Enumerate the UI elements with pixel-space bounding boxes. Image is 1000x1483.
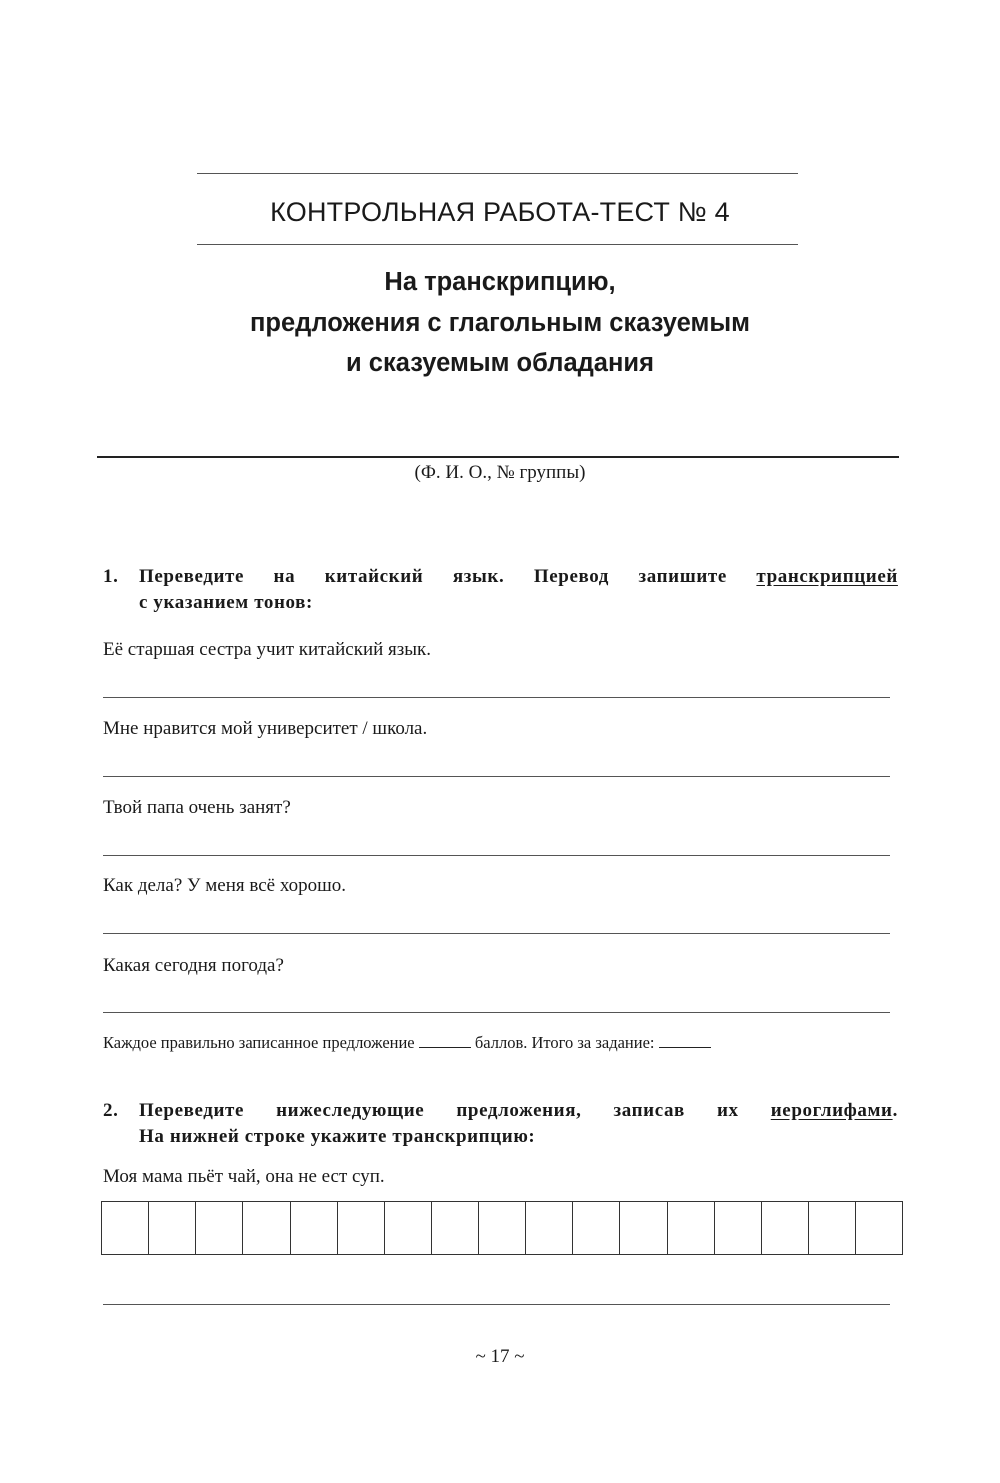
task1-scoring-text-1: Каждое правильно записанное предложение — [103, 1033, 415, 1052]
grid-cell[interactable] — [573, 1202, 620, 1254]
task1-sentence-3: Твой папа очень занят? — [103, 797, 291, 818]
header-top-rule — [197, 173, 798, 174]
task2-transcription-line[interactable] — [103, 1304, 890, 1305]
character-grid — [101, 1201, 903, 1255]
task1-sentence-2: Мне нравится мой университет / школа. — [103, 718, 428, 739]
task1-instruction-line2: с указанием тонов: — [139, 592, 313, 613]
test-title: КОНТРОЛЬНАЯ РАБОТА-ТЕСТ № 4 — [270, 197, 730, 227]
grid-cell[interactable] — [102, 1202, 149, 1254]
task1-sentence-1: Её старшая сестра учит китайский язык. — [103, 639, 432, 660]
grid-cell[interactable] — [762, 1202, 809, 1254]
grid-cell[interactable] — [809, 1202, 856, 1254]
grid-cell[interactable] — [856, 1202, 902, 1254]
task2-period: . — [892, 1100, 898, 1121]
header-bottom-rule — [197, 244, 798, 245]
grid-cell[interactable] — [479, 1202, 526, 1254]
student-name-line[interactable] — [97, 456, 899, 458]
task1-answer-line-4[interactable] — [103, 933, 890, 934]
task1-word: Перевод — [533, 566, 609, 587]
grid-cell[interactable] — [291, 1202, 338, 1254]
task1-number: 1. — [103, 566, 119, 587]
grid-cell[interactable] — [196, 1202, 243, 1254]
task-total-blank[interactable] — [659, 1033, 711, 1048]
task2-instruction-line2: На нижней строке укажите транскрипцию: — [139, 1126, 536, 1147]
task1-answer-line-5[interactable] — [103, 1012, 890, 1013]
task1-answer-line-3[interactable] — [103, 855, 890, 856]
task2-word: записав — [613, 1100, 685, 1121]
grid-cell[interactable] — [385, 1202, 432, 1254]
page-number: ~ 17 ~ — [475, 1346, 525, 1367]
task1-sentence-5: Какая сегодня погода? — [103, 955, 284, 976]
task2-sentence: Моя мама пьёт чай, она не ест суп. — [103, 1166, 385, 1187]
task1-answer-line-1[interactable] — [103, 697, 890, 698]
grid-cell[interactable] — [668, 1202, 715, 1254]
task1-scoring — [103, 1033, 711, 1053]
task1-word: язык. — [452, 566, 505, 587]
task2-number: 2. — [103, 1100, 119, 1121]
task1-underlined-word: транскрипцией — [756, 566, 898, 587]
task1-sentence-4: Как дела? У меня всё хорошо. — [103, 875, 346, 896]
task2-word: предложения, — [456, 1100, 582, 1121]
task1-answer-line-2[interactable] — [103, 776, 890, 777]
task1-word: Переведите — [139, 566, 244, 587]
grid-cell[interactable] — [243, 1202, 290, 1254]
points-per-sentence-blank[interactable] — [419, 1033, 471, 1048]
subtitle-line-3: и сказуемым обладания — [346, 349, 654, 377]
subtitle-line-2: предложения с глагольным сказуемым — [250, 309, 750, 337]
task2-instruction-line1 — [139, 1098, 898, 1124]
task2-word: нижеследующие — [276, 1100, 425, 1121]
task1-scoring-text-2: баллов. Итого за задание: — [474, 1033, 655, 1052]
task1-instruction-line1 — [139, 564, 898, 590]
task2-word: Переведите — [139, 1100, 244, 1121]
task1-word: на — [273, 566, 296, 587]
student-info-caption: (Ф. И. О., № группы) — [414, 462, 586, 483]
grid-cell[interactable] — [715, 1202, 762, 1254]
grid-cell[interactable] — [149, 1202, 196, 1254]
grid-cell[interactable] — [620, 1202, 667, 1254]
task1-word: запишите — [638, 566, 727, 587]
task2-last-word — [771, 1098, 898, 1124]
subtitle-line-1: На транскрипцию, — [384, 268, 616, 296]
task2-word: их — [717, 1100, 739, 1121]
grid-cell[interactable] — [526, 1202, 573, 1254]
task1-word: китайский — [324, 566, 424, 587]
task2-underlined-word: иероглифами — [770, 1100, 893, 1121]
grid-cell[interactable] — [338, 1202, 385, 1254]
grid-cell[interactable] — [432, 1202, 479, 1254]
